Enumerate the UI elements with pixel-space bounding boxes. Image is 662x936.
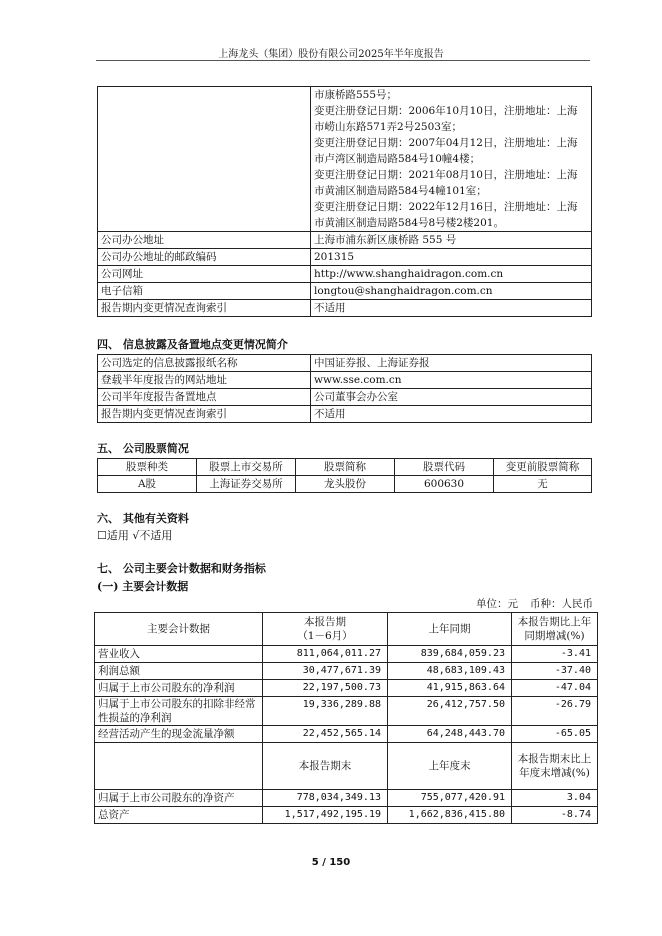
current-value: 22,197,500.73 <box>263 680 388 697</box>
company-info-table <box>97 86 592 317</box>
prior-value: 26,412,757.50 <box>388 697 512 726</box>
row-label: 登载半年度报告的网站地址 <box>98 372 311 389</box>
current-value: 811,064,011.27 <box>263 646 388 663</box>
address-line: 变更注册登记日期：2021年08月10日，注册地址：上海 <box>314 169 578 181</box>
table-cell: A股 <box>98 476 197 493</box>
change-value: -26.79 <box>512 697 598 726</box>
row-value: 公司董事会办公室 <box>311 389 592 406</box>
disclosure-table <box>97 354 592 423</box>
current-value: 19,336,289.88 <box>263 697 388 726</box>
row-label: 利润总额 <box>95 663 263 680</box>
row-label: 公司半年度报告备置地点 <box>98 389 311 406</box>
change-value: 3.04 <box>512 790 598 807</box>
stock-table <box>97 458 592 493</box>
address-line: 变更注册登记日期：2006年10月10日，注册地址：上海 <box>314 105 578 117</box>
section5-title: 五、 公司股票简况 <box>97 442 189 455</box>
prior-value: 64,248,443.70 <box>388 726 512 743</box>
table-cell <box>95 743 263 790</box>
row-value: 上海市浦东新区康桥路 555 号 <box>311 232 592 249</box>
table-row <box>98 87 592 232</box>
row-label: 报告期内变更情况查询索引 <box>98 406 311 423</box>
header-line: （1－6月） <box>297 630 353 642</box>
change-value: -47.04 <box>512 680 598 697</box>
row-value: 不适用 <box>311 406 592 423</box>
table-row <box>98 249 592 266</box>
address-line: 市黄浦区制造局路584号8号楼2楼201。 <box>314 217 504 229</box>
row-label: 归属于上市公司股东的扣除非经常性损益的净利润 <box>95 697 263 726</box>
table-row <box>95 680 598 697</box>
currency-label: 币种：人民币 <box>530 598 593 610</box>
table-cell: 无 <box>494 476 592 493</box>
table-cell <box>98 87 311 232</box>
column-header: 主要会计数据 <box>95 613 263 646</box>
current-value: 1,517,492,195.19 <box>263 807 388 824</box>
column-header: 股票种类 <box>98 459 197 476</box>
row-value: www.sse.com.cn <box>311 372 592 389</box>
address-line: 变更注册登记日期：2022年12月16日，注册地址：上海 <box>314 201 578 213</box>
table-row <box>95 790 598 807</box>
row-label: 公司办公地址的邮政编码 <box>98 249 311 266</box>
row-label: 归属于上市公司股东的净资产 <box>95 790 263 807</box>
table-row <box>98 266 592 283</box>
page-number: 5 / 150 <box>311 857 351 868</box>
current-value: 30,477,671.39 <box>263 663 388 680</box>
table-row <box>98 372 592 389</box>
column-header: 股票简称 <box>296 459 395 476</box>
row-label: 归属于上市公司股东的净利润 <box>95 680 263 697</box>
change-value: -3.41 <box>512 646 598 663</box>
unit-line <box>430 596 593 611</box>
change-value: -65.05 <box>512 726 598 743</box>
accounting-data-table <box>94 612 598 824</box>
column-header <box>263 613 388 646</box>
prior-value: 1,662,836,415.80 <box>388 807 512 824</box>
row-value: 不适用 <box>311 300 592 317</box>
prior-value: 839,684,059.23 <box>388 646 512 663</box>
column-header: 变更前股票简称 <box>494 459 592 476</box>
table-row <box>95 646 598 663</box>
table-row <box>95 726 598 743</box>
column-header: 本报告期比上年同期增减(%) <box>512 613 598 646</box>
address-line: 变更注册登记日期：2007年04月12日，注册地址：上海 <box>314 137 578 149</box>
change-value: -37.40 <box>512 663 598 680</box>
table-row <box>95 697 598 726</box>
row-label: 公司选定的信息披露报纸名称 <box>98 355 311 372</box>
row-label: 营业收入 <box>95 646 263 663</box>
address-line: 市黄浦区制造局路584号4幢101室； <box>314 185 487 197</box>
prior-value: 48,683,109.43 <box>388 663 512 680</box>
row-label: 公司办公地址 <box>98 232 311 249</box>
change-value: -8.74 <box>512 807 598 824</box>
current-value: 778,034,349.13 <box>263 790 388 807</box>
address-line: 市康桥路555号； <box>314 89 398 101</box>
prior-value: 41,915,863.64 <box>388 680 512 697</box>
address-line: 市卢湾区制造局路584号10幢4楼； <box>314 153 481 165</box>
address-line: 市崂山东路571弄2号2503室； <box>314 121 462 133</box>
row-label: 总资产 <box>95 807 263 824</box>
header-line: 本报告期 <box>304 616 346 628</box>
section6-title: 六、 其他有关资料 <box>97 512 189 525</box>
table-header-row <box>95 613 598 646</box>
address-history-cell <box>311 87 592 232</box>
column-header: 股票上市交易所 <box>197 459 296 476</box>
table-row <box>98 355 592 372</box>
row-value: 201315 <box>311 249 592 266</box>
section7-title: 七、 公司主要会计数据和财务指标 <box>97 562 266 575</box>
table-row <box>98 232 592 249</box>
row-value: longtou@shanghaidragon.com.cn <box>311 283 592 300</box>
table-cell: 600630 <box>395 476 494 493</box>
row-label: 报告期内变更情况查询索引 <box>98 300 311 317</box>
table-header-row <box>95 743 598 790</box>
row-label: 经营活动产生的现金流量净额 <box>95 726 263 743</box>
column-header: 本报告期末比上年度末增减(%) <box>512 743 598 790</box>
table-row <box>98 283 592 300</box>
header-rule <box>96 60 590 61</box>
column-header: 上年同期 <box>388 613 512 646</box>
unit-label: 单位：元 <box>476 598 518 610</box>
section7-subtitle: (一) 主要会计数据 <box>97 580 189 593</box>
column-header: 股票代码 <box>395 459 494 476</box>
row-value: 中国证券报、上海证券报 <box>311 355 592 372</box>
table-cell: 龙头股份 <box>296 476 395 493</box>
prior-value: 755,077,420.91 <box>388 790 512 807</box>
table-row <box>98 476 592 493</box>
row-label: 公司网址 <box>98 266 311 283</box>
applicability-options: ☐适用 √不适用 <box>97 529 173 542</box>
row-value: http://www.shanghaidragon.com.cn <box>311 266 592 283</box>
column-header: 本报告期末 <box>263 743 388 790</box>
table-header-row <box>98 459 592 476</box>
table-row <box>98 389 592 406</box>
column-header: 上年度末 <box>388 743 512 790</box>
current-value: 22,452,565.14 <box>263 726 388 743</box>
row-label: 电子信箱 <box>98 283 311 300</box>
table-row <box>98 300 592 317</box>
page-header: 上海龙头（集团）股份有限公司2025年半年度报告 <box>218 49 444 60</box>
table-row <box>95 807 598 824</box>
section4-title: 四、 信息披露及备置地点变更情况简介 <box>97 338 288 351</box>
table-row <box>95 663 598 680</box>
table-row <box>98 406 592 423</box>
table-cell: 上海证券交易所 <box>197 476 296 493</box>
